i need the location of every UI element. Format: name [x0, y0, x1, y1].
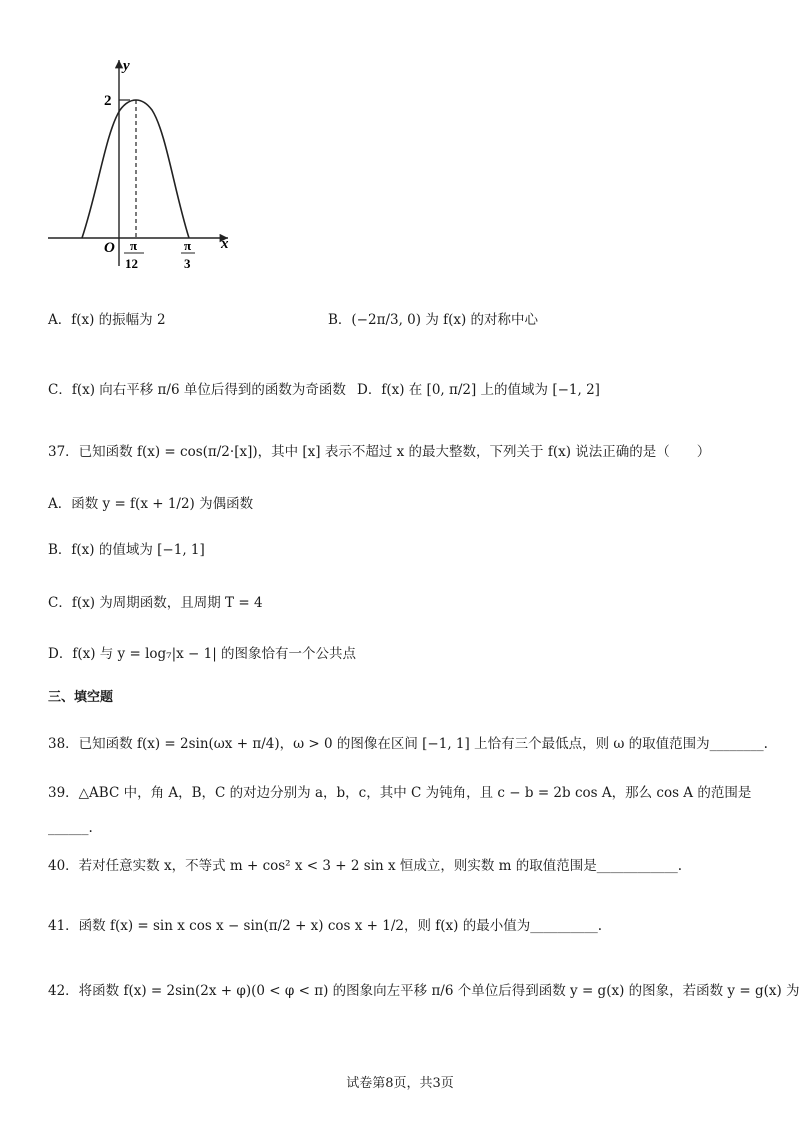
section-title: 三、填空题: [48, 690, 114, 705]
q38: 38．已知函数 f(x) = 2sin(ωx + π/4)，ω > 0 的图像在区间 [−1, 1] 上恰有三个最低点，则 ω 的取值范围为________.: [48, 736, 768, 752]
x-tick2-den: 3: [184, 256, 191, 271]
q36-option-a[interactable]: A．f(x) 的振幅为 2: [48, 312, 166, 328]
q36-option-c[interactable]: C．f(x) 向右平移 π/6 单位后得到的函数为奇函数: [48, 382, 346, 398]
q37-option-d[interactable]: D．f(x) 与 y = log₇|x − 1| 的图象恰有一个公共点: [48, 646, 357, 662]
q39-line1: 39．△ABC 中，角 A，B，C 的对边分别为 a，b，c，其中 C 为钝角，且 c − b = 2b cos A，那么 cos A 的范围是: [48, 785, 752, 801]
q37-stem: 37．已知函数 f(x) = cos(π/2·[x])，其中 [x] 表示不超过 x 的最大整数，下列关于 f(x) 说法正确的是（ ）: [48, 444, 711, 460]
y-tick-label: 2: [104, 93, 112, 109]
q37-option-c[interactable]: C．f(x) 为周期函数，且周期 T = 4: [48, 595, 263, 611]
y-axis-label: y: [123, 58, 130, 74]
q39-line2: ______.: [48, 820, 93, 836]
q41: 41．函数 f(x) = sin x cos x − sin(π/2 + x) cos x + 1/2，则 f(x) 的最小值为__________.: [48, 918, 603, 934]
x-tick1-num: π: [130, 238, 138, 253]
q36-option-b[interactable]: B．(−2π/3, 0) 为 f(x) 的对称中心: [328, 312, 539, 328]
x-tick1-den: 12: [125, 256, 138, 271]
function-graph: [40, 52, 240, 274]
q36-option-d[interactable]: D．f(x) 在 [0, π/2] 上的值域为 [−1, 2]: [357, 382, 600, 398]
x-tick2-num: π: [184, 238, 192, 253]
q37-option-b[interactable]: B．f(x) 的值域为 [−1, 1]: [48, 542, 205, 558]
q42: 42．将函数 f(x) = 2sin(2x + φ)(0 < φ < π) 的图象向左平移 π/6 个单位后得到函数 y = g(x) 的图象，若函数 y = g(x) 为: [48, 983, 800, 999]
q40: 40．若对任意实数 x，不等式 m + cos² x < 3 + 2 sin x 恒成立，则实数 m 的取值范围是____________.: [48, 858, 683, 874]
x-axis-label: x: [221, 236, 229, 252]
page-footer: 试卷第8页，共3页: [346, 1076, 454, 1091]
q37-option-a[interactable]: A．函数 y = f(x + 1/2) 为偶函数: [48, 496, 254, 512]
sine-curve: [82, 100, 189, 238]
origin-label: O: [104, 240, 115, 256]
